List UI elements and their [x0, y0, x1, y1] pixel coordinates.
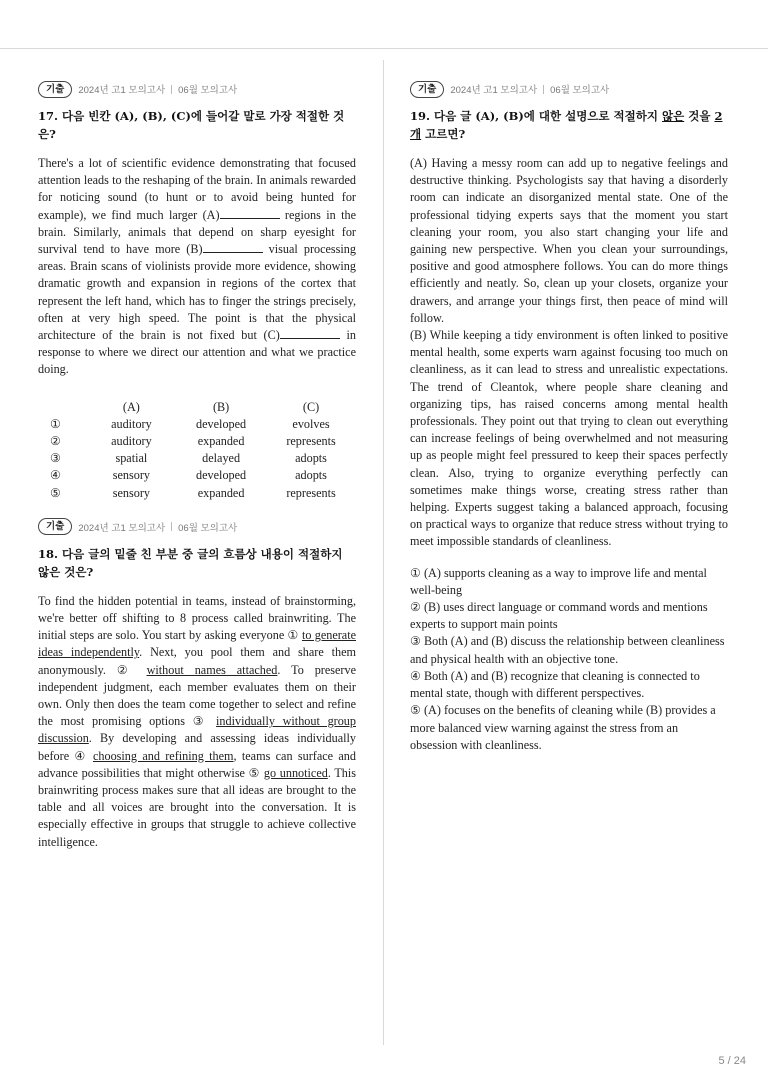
- choice-a: sensory: [112, 468, 151, 483]
- question-passage: [38, 593, 356, 851]
- title-text: 19. 다음 글 (A), (B)에 대한 설명으로 적절하지: [410, 109, 662, 123]
- passage-a: (A) Having a messy room can add up to negative feelings and destructive thinking. Psychologists say that having a disorderly room can indicate an disorganized mental state. One of the professional tidying experts says that the moment you start cleaning your room, you also start changing your life and gaining new perspective. When you clean your surroundings, positive and good atmosphere follows. You can do more things efficiently and neatly. So, clean up your closets, organize your drawers, and arrange your things first, then peace of mind will follow.: [410, 156, 728, 325]
- header-b: (B): [212, 399, 230, 414]
- choice-b: expanded: [197, 434, 245, 449]
- passage-text: . To preserve independent judgment, each member evaluates them on their own. Only then does the team come together to select and refine the most promising options ③: [38, 662, 356, 729]
- choice-row[interactable]: [38, 433, 356, 450]
- blank-b: [203, 242, 263, 253]
- section-gap: [38, 502, 356, 518]
- passage-text: To find the hidden potential in teams, instead of brainstorming, we're better off shifting to 8 process called brainwriting. The initial steps are solo. You start by asking everyone ①: [38, 593, 356, 643]
- choice-b: developed: [196, 416, 247, 431]
- choice-number: ⑤: [50, 485, 61, 500]
- underlined-option-3[interactable]: individually without group discussion: [38, 714, 356, 746]
- underlined-option-1[interactable]: to generate ideas independently: [38, 628, 356, 660]
- choice-a: spatial: [115, 451, 148, 466]
- meta-separator: [171, 522, 172, 531]
- choice-b: delayed: [202, 451, 241, 466]
- header-c: (C): [302, 399, 320, 414]
- blank-a: [220, 208, 280, 219]
- choice-b: developed: [196, 468, 247, 483]
- choice-number: ③: [50, 451, 61, 466]
- choice-a: sensory: [112, 485, 151, 500]
- question-meta: [38, 518, 356, 536]
- option-4[interactable]: ④ Both (A) and (B) recognize that cleaning is connected to mental state, though with different perspectives.: [410, 668, 700, 701]
- passage-b: (B) While keeping a tidy environment is often linked to positive mental health, some experts warn against focusing too much on cleanliness, as it can lead to stress and unrealistic expectations. The trend of Cleantok, where people share cleaning and organizing tips, has raised concerns among mental health professionals. They point out that trying to clean out everything can increase feelings of being overwhelmed and not measuring up as people might feel pressured to keep their spaces perfectly clean. Also, trying to organize everything perfectly can sometimes make things worse, creating stress rather than helping. Experts suggest taking a balanced approach, focusing on practical ways to organize that reduce stress without trying to meet impossible standards of cleanliness.: [410, 328, 728, 549]
- title-emphasis: 2개: [410, 109, 723, 141]
- exam-month: 06월 모의고사: [550, 85, 610, 96]
- title-emphasis: 않은: [661, 109, 685, 123]
- option-1[interactable]: ① (A) supports cleaning as a way to improve life and mental well-being: [410, 565, 707, 597]
- choice-row[interactable]: [38, 485, 356, 502]
- passage-text: , teams can surface and advance possibilities that might otherwise ⑤: [38, 748, 356, 780]
- passage-text: There's a lot of scientific evidence demonstrating that focused attention leads to the reshaping of the brain. In animals rewarded for noticing sound (to hunt or to avoid being hunted for example), we find much larger (A): [38, 156, 356, 222]
- exam-year: 2024년 고1 모의고사: [78, 522, 166, 534]
- choice-b: expanded: [197, 485, 245, 500]
- underlined-option-5[interactable]: go unnoticed: [263, 765, 328, 780]
- left-column: [38, 80, 356, 851]
- right-column: [410, 80, 728, 754]
- passage-text: . This brainwriting process makes sure that all ideas are brought to the table and all voices are brought into the conversation. It is especially effective in groups that struggle to achieve collective intelligence.: [38, 765, 357, 849]
- choice-number: ①: [50, 416, 61, 431]
- question-meta: [410, 80, 728, 98]
- page-number: 5 / 24: [718, 1055, 746, 1067]
- exam-year: 2024년 고1 모의고사: [78, 85, 166, 96]
- source-tag: 기출: [410, 81, 444, 98]
- choice-number: ②: [50, 434, 61, 449]
- question-18: [38, 518, 356, 851]
- choice-row[interactable]: [38, 450, 356, 467]
- meta-separator: [543, 85, 544, 94]
- choice-row[interactable]: [38, 467, 356, 484]
- choice-c: adopts: [295, 468, 327, 483]
- passage-text: regions in the brain. Similarly, animals that depend on sharp eyesight for survival tend to have more (B): [38, 207, 357, 257]
- header-rule: [0, 48, 768, 49]
- underlined-option-2[interactable]: without names attached: [146, 662, 278, 677]
- choice-number: ④: [50, 468, 61, 483]
- question-title: 18. 다음 글의 밑줄 친 부분 중 글의 흐름상 내용이 적절하지 않은 것은?: [38, 546, 343, 579]
- choice-a: auditory: [111, 434, 152, 449]
- choice-c: adopts: [295, 451, 327, 466]
- question-meta: [38, 80, 356, 98]
- option-3[interactable]: ③ Both (A) and (B) discuss the relationship between cleanliness and physical health with an objective tone.: [410, 634, 725, 666]
- choice-c: represents: [286, 485, 336, 500]
- source-tag: 기출: [38, 518, 72, 535]
- title-text: 고르면?: [421, 127, 466, 141]
- choices-header: [38, 399, 356, 416]
- title-text: 것을: [684, 109, 715, 123]
- exam-year: 2024년 고1 모의고사: [450, 85, 538, 96]
- underlined-option-4[interactable]: choosing and refining them: [92, 748, 234, 763]
- choice-c: evolves: [292, 416, 330, 431]
- exam-month: 06월 모의고사: [178, 522, 238, 534]
- choice-row[interactable]: [38, 416, 356, 433]
- question-19: [410, 80, 728, 754]
- question-passage: [38, 155, 356, 379]
- meta-separator: [171, 85, 172, 94]
- passage-text: visual processing areas. Brain scans of violinists provide more evidence, showing dramatic growth and expansion in regions of the cortex that represent the left hand, which has to finger the strings precisely, often at very high speed. The point is that the physical architecture of the brain is not fixed but (C): [38, 242, 356, 343]
- exam-month: 06월 모의고사: [178, 85, 238, 96]
- question-title: [410, 107, 728, 143]
- column-divider: [383, 60, 384, 1045]
- header-a: (A): [122, 399, 140, 414]
- question-title: 17. 다음 빈칸 (A), (B), (C)에 들어갈 말로 가장 적절한 것은?: [38, 109, 345, 141]
- choice-a: auditory: [111, 416, 152, 431]
- passage-text: in response to where we direct our attention and what we practice doing.: [38, 328, 356, 377]
- passage-text: . Next, you pool them and share them anonymously. ②: [38, 645, 356, 677]
- option-2[interactable]: ② (B) uses direct language or command words and mentions experts to support main points: [410, 600, 708, 632]
- option-5[interactable]: ⑤ (A) focuses on the benefits of cleaning while (B) provides a more balanced view warning against the stress from an obsession with cleanliness.: [410, 703, 716, 752]
- question-17: [38, 80, 356, 502]
- passage-text: . By developing and assessing ideas individually before ④: [38, 731, 356, 763]
- answer-choices: [38, 399, 356, 502]
- blank-c: [280, 328, 340, 339]
- choice-c: represents: [286, 434, 336, 449]
- source-tag: 기출: [38, 81, 72, 98]
- answer-options: [410, 565, 728, 754]
